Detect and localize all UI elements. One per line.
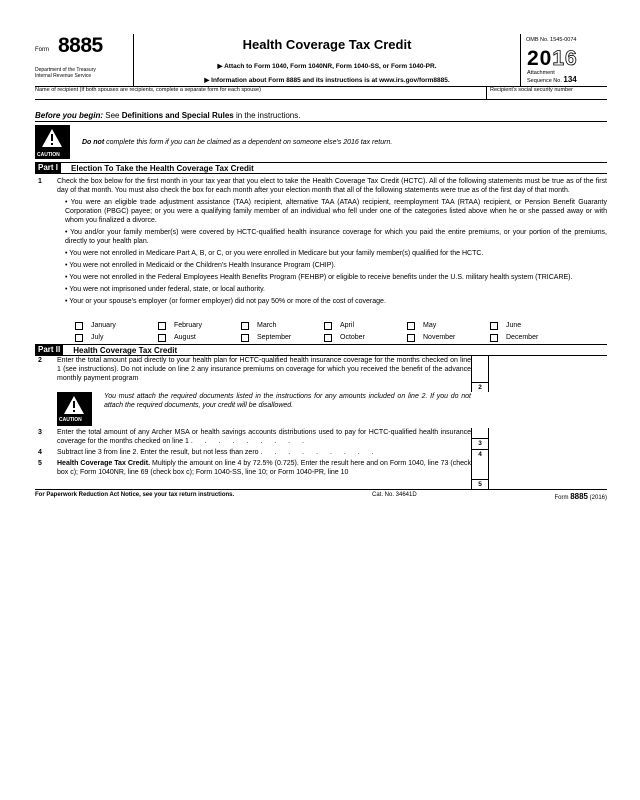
line3-body: Enter the total amount of any Archer MSA or health savings accounts distributions used to pay for HCTC-qualified health insurance coverage for the months checked on line 1 [57, 429, 471, 445]
part1-header [35, 163, 607, 174]
form-title: Health Coverage Tax Credit [242, 37, 412, 52]
line4-text [57, 448, 471, 459]
checkbox[interactable] [407, 334, 415, 342]
line2-caution [35, 392, 607, 428]
line1 [35, 177, 607, 195]
year-suffix: 16 [552, 47, 578, 70]
part2-lines [35, 356, 607, 489]
month-november[interactable] [407, 332, 490, 343]
month-label: June [506, 322, 522, 329]
sequence [527, 75, 577, 84]
line5-number: 5 [38, 460, 42, 467]
form-title-box [134, 34, 521, 86]
ssn-field[interactable] [487, 87, 607, 99]
form-id-box [35, 34, 134, 86]
paperwork-notice: For Paperwork Reduction Act Notice, see your tax return instructions. [35, 492, 235, 498]
checkbox[interactable] [324, 334, 332, 342]
month-label: March [257, 322, 277, 329]
bullet-item: • You were not enrolled in the Federal Employees Health Benefits Program (FEHBP) or eligible to receive benefits under the U.S. military health system (TRICARE). [65, 274, 573, 281]
month-august[interactable] [158, 332, 241, 343]
month-label: August [174, 334, 196, 341]
month-january[interactable] [75, 320, 158, 331]
part2-header [35, 344, 607, 356]
month-label: January [91, 322, 116, 329]
month-label: February [174, 322, 203, 329]
line2 [35, 356, 607, 392]
month-september[interactable] [241, 332, 324, 343]
line5-amount-field[interactable] [488, 459, 607, 489]
line2-number: 2 [38, 357, 42, 364]
form-footer [35, 489, 607, 501]
line4-amount-field[interactable] [488, 448, 607, 459]
bullet-item: • You were not enrolled in Medicare Part A, B, or C, or you were enrolled in Medicare but your family member(s) qualified for the HCTC. [65, 250, 484, 257]
bullet-item: • You and/or your family member(s) were covered by HCTC-qualified health insurance coverage for which you paid the entire premiums, or your portion of the premiums, directly to your health plan. [65, 229, 607, 245]
year-prefix: 20 [527, 47, 553, 70]
before-bold: Definitions and Special Rules [121, 111, 234, 120]
catalog-number: Cat. No. 34641D [371, 492, 417, 498]
line4-box-number: 4 [472, 449, 488, 459]
month-label: September [257, 334, 292, 341]
line3-number: 3 [38, 429, 42, 436]
checkbox[interactable] [75, 334, 83, 342]
month-may[interactable] [407, 320, 490, 331]
part1-label: Part I [35, 163, 61, 173]
checkbox[interactable] [324, 322, 332, 330]
caution-label: CAUTION [59, 417, 82, 423]
month-label: December [506, 334, 539, 341]
month-july[interactable] [75, 332, 158, 343]
line2-box-number: 2 [472, 382, 488, 392]
month-june[interactable] [490, 320, 573, 331]
caution2-block [57, 392, 471, 428]
footer-form-number: 8885 [570, 492, 588, 501]
recipient-name-field[interactable] [35, 87, 487, 99]
caution-body: complete this form if you can be claimed as a dependent on someone else's 2016 tax return. [104, 138, 393, 146]
tax-year [527, 47, 578, 71]
line2-text: Enter the total amount paid directly to your health plan for HCTC-qualified health insurance coverage for the months checked on line 1 (see instructions). Do not include on line 2 any insurance premiums on coverage for which you received the benefit of the advance monthly payment program [57, 357, 471, 382]
line1-text: Check the box below for the first month in your tax year that you elect to take the Health Coverage Tax Credit (HCTC). All of the following statements must be true as of the first day of that month. You must also check the box for each month after your election month that all of the following statements were true as of the first day of that month. [57, 178, 607, 194]
checkbox[interactable] [158, 322, 166, 330]
line4-number: 4 [38, 449, 42, 456]
line2-box-label [471, 356, 488, 392]
line5-text [57, 459, 471, 489]
omb-number: OMB No. 1545-0074 [526, 37, 577, 43]
line5-bold: Health Coverage Tax Credit. [57, 460, 151, 467]
checkbox[interactable] [241, 334, 249, 342]
caution-row [35, 122, 607, 163]
bullet-item: • Your or your spouse's employer (or former employer) did not pay 50% or more of the cost of coverage. [65, 298, 386, 305]
line5-box-label [471, 459, 488, 489]
line5-body: Multiply the amount on line 4 by 72.5% (0.725). Enter the result here and on Form 1040, line 73 (check box c); Form 1040NR, line 69 (check box c); Form 1040-SS, line 10; or Form 1040-PR, line 10 [57, 460, 471, 476]
month-label: July [91, 334, 104, 341]
form-number: 8885 [58, 34, 103, 57]
before-text-b: in the instructions. [233, 111, 301, 120]
bullet-item: • You were not enrolled in Medicaid or the Children's Health Insurance Program (CHIP). [65, 262, 336, 269]
caution-text [82, 139, 392, 146]
caution2-text: You must attach the required documents listed in the instructions for any amounts included on line 2. If you do not attach the required documents, your credit will be disallowed. [104, 393, 471, 409]
line5 [35, 459, 607, 489]
sequence-label: Sequence No. [527, 78, 562, 84]
before-you-begin [35, 111, 607, 122]
month-label: October [340, 334, 365, 341]
name-label: Name of recipient (if both spouses are recipients, complete a separate form for each spouse) [35, 87, 261, 93]
line3-amount-field[interactable] [488, 428, 607, 448]
form-word: Form [35, 47, 49, 53]
leader-dots: . . . . . . . . . [190, 438, 309, 445]
checkbox[interactable] [490, 322, 498, 330]
line4-body: Subtract line 3 from line 2. Enter the result, but not less than zero [57, 449, 259, 456]
info-instruction: ▶ Information about Form 8885 and its instructions is at www.irs.gov/form8885. [204, 77, 450, 84]
checkbox[interactable] [490, 334, 498, 342]
ssn-label: Recipient's social security number [490, 87, 573, 93]
line3-box-number: 3 [472, 438, 488, 448]
part1-title: Election To Take the Health Coverage Tax Credit [71, 163, 254, 173]
line2-amount-field[interactable] [488, 356, 607, 392]
attachment-label: Attachment [527, 70, 555, 76]
bullet-item: • You were not imprisoned under federal, state, or local authority. [65, 286, 265, 293]
form-header [35, 34, 607, 87]
omb-box [521, 34, 607, 86]
part2-label: Part II [35, 345, 63, 355]
attach-instruction: ▶ Attach to Form 1040, Form 1040NR, Form 1040-SS, or Form 1040-PR. [217, 63, 437, 70]
line3 [35, 428, 607, 448]
line5-box-number: 5 [472, 479, 488, 489]
caution-icon [35, 125, 70, 159]
month-checkboxes [75, 320, 607, 343]
department-label [35, 67, 96, 79]
checkbox[interactable] [407, 322, 415, 330]
line4-box-label [471, 448, 488, 459]
caution-icon [57, 392, 92, 426]
checkbox[interactable] [158, 334, 166, 342]
month-april[interactable] [324, 320, 407, 331]
form-page [35, 34, 607, 501]
caution-label: CAUTION [37, 152, 60, 158]
eligibility-bullets [35, 198, 607, 306]
footer-form-id [555, 492, 607, 501]
caution-do-not: Do not [82, 138, 105, 146]
month-december[interactable] [490, 332, 573, 343]
bullet-item: • You were an eligible trade adjustment assistance (TAA) recipient, alternative TAA (ATAA) recipient, reemployment TAA (RTAA) recipient, or Pension Benefit Guaranty Corporation (PBGC) payee; or you were a qualifying family member of an individual who fell under one of the categories listed above when he or she passed away or with whom you finalized a divorce. [65, 199, 607, 224]
footer-form-word: Form [554, 495, 569, 501]
month-october[interactable] [324, 332, 407, 343]
month-label: May [423, 322, 437, 329]
line3-text [57, 428, 471, 448]
name-row [35, 87, 607, 100]
sequence-number: 134 [563, 75, 577, 84]
checkbox[interactable] [75, 322, 83, 330]
part2-title: Health Coverage Tax Credit [73, 345, 178, 355]
line4 [35, 448, 607, 459]
footer-year: (2016) [589, 495, 607, 501]
line1-number: 1 [38, 178, 42, 185]
leader-dots: . . . . . . . . . [260, 449, 379, 456]
before-lead: Before you begin: [35, 111, 104, 120]
month-february[interactable] [158, 320, 241, 331]
dept-line2: Internal Revenue Service [35, 73, 92, 79]
month-label: November [423, 334, 456, 341]
checkbox[interactable] [241, 322, 249, 330]
before-text-a: See [103, 111, 122, 120]
dept-line1: Department of the Treasury [35, 67, 96, 73]
month-label: April [340, 322, 355, 329]
month-march[interactable] [241, 320, 324, 331]
line3-box-label [471, 428, 488, 448]
